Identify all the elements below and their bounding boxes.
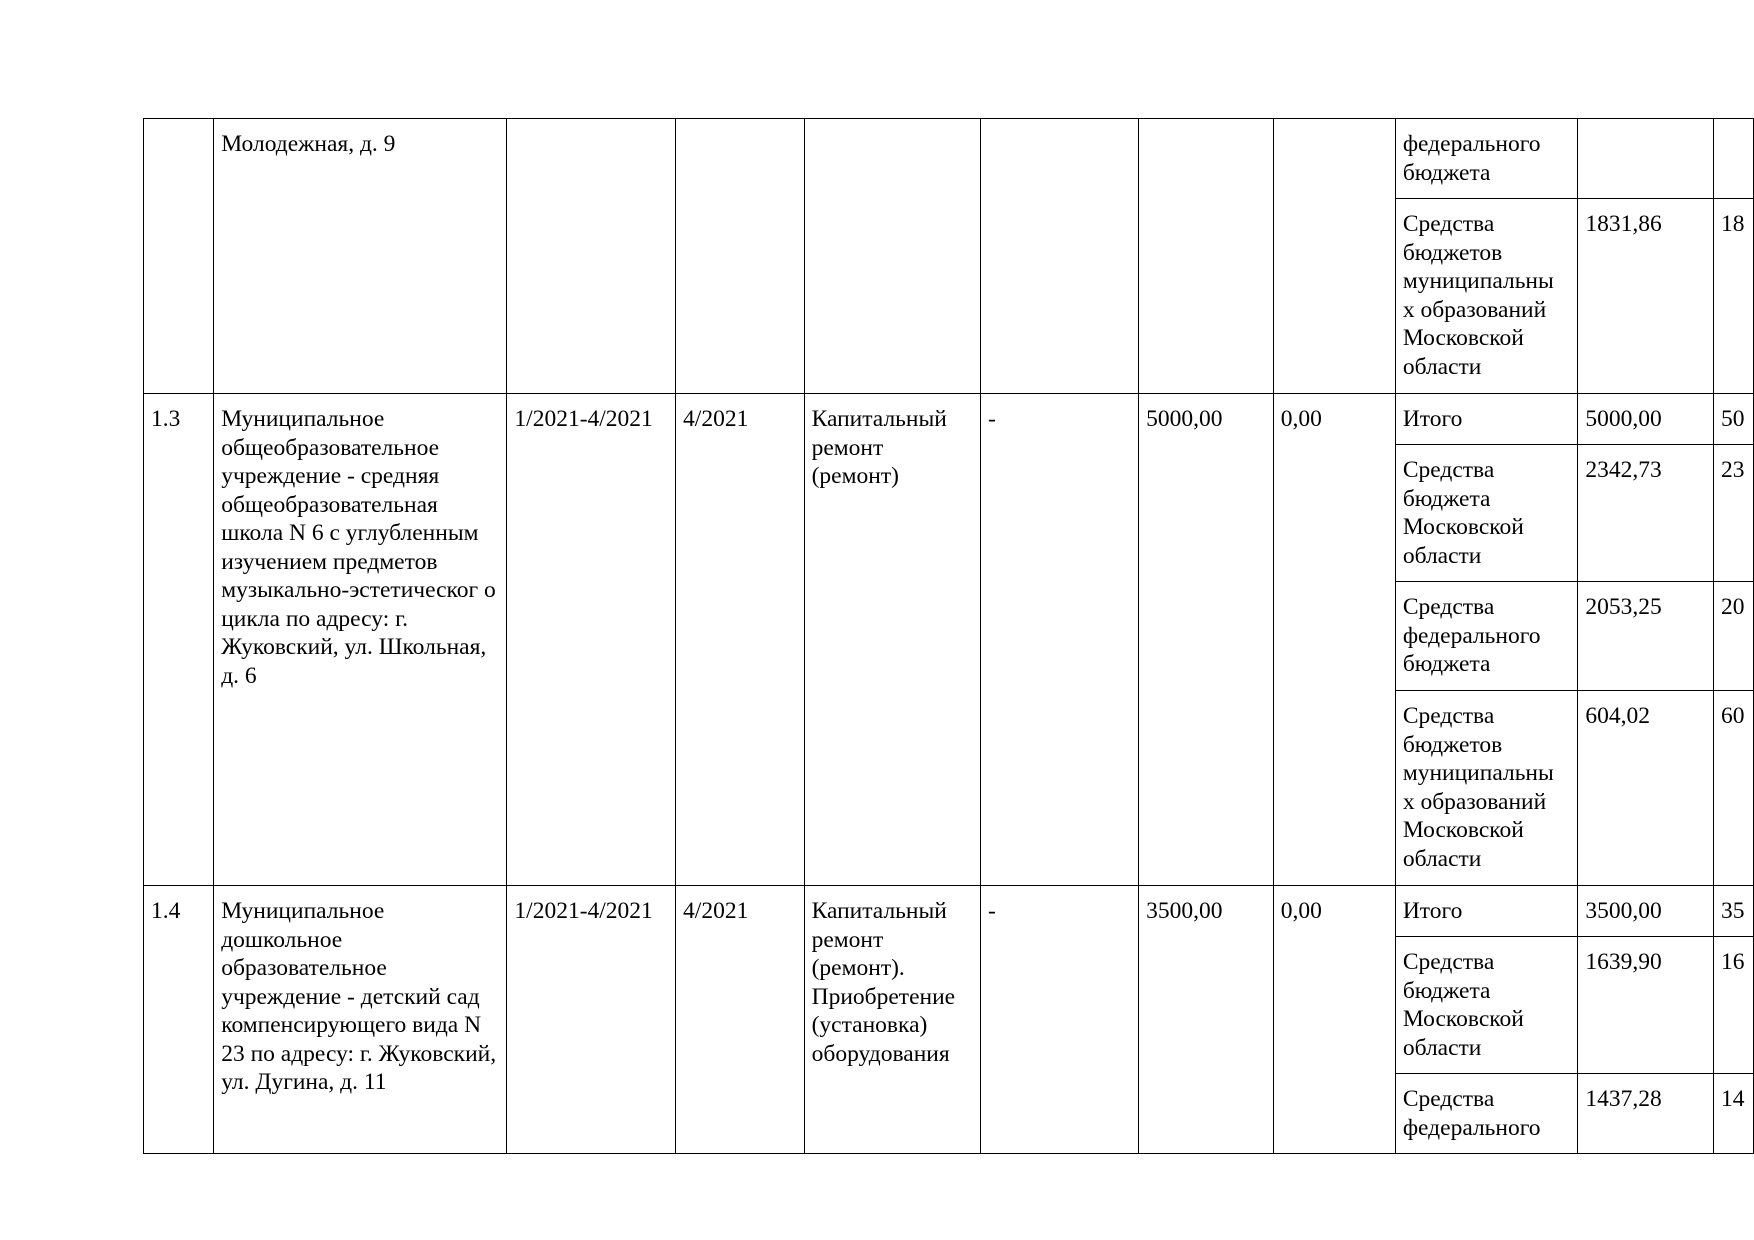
amount-cell: 1831,86	[1578, 199, 1714, 394]
period-cell: 1/2021-4/2021	[507, 886, 676, 1154]
period-cell	[507, 119, 676, 394]
object-name-cell: Молодежная, д. 9	[214, 119, 507, 394]
object-name-cell: Муниципальное дошкольное образовательное учреждение - детский сад компенсирующего вида N 23 по адресу: г. Жуковский, ул. Дугина, д. 11	[214, 886, 507, 1154]
amount-next-cell: 35	[1713, 886, 1753, 937]
work-type-cell: Капитальный ремонт (ремонт). Приобретение (установка) оборудования	[804, 886, 980, 1154]
amount-next-cell: 50	[1713, 394, 1753, 445]
amount-cell: 1639,90	[1578, 937, 1714, 1074]
completion-cell: 4/2021	[676, 886, 805, 1154]
completion-cell	[676, 119, 805, 394]
amount-next-cell: 14	[1713, 1074, 1753, 1154]
funding-source-cell: Итого	[1395, 394, 1577, 445]
table-row	[144, 886, 1754, 937]
table-row	[144, 394, 1754, 445]
amount-next-cell: 16	[1713, 937, 1753, 1074]
number-cell: 1.4	[144, 886, 214, 1154]
amount-cell	[1578, 119, 1714, 199]
spent-cell	[1273, 119, 1395, 394]
work-type-cell	[804, 119, 980, 394]
amount-cell: 5000,00	[1578, 394, 1714, 445]
spent-cell: 0,00	[1273, 886, 1395, 1154]
object-name-cell: Муниципальное общеобразовательное учреждение - средняя общеобразовательная школа N 6 с углубленным изучением предметов музыкально-эстетическог о цикла по адресу: г. Жуковский, ул. Школьная, д. 6	[214, 394, 507, 886]
amount-next-cell: 23	[1713, 445, 1753, 582]
amount-cell: 2053,25	[1578, 582, 1714, 691]
table-row	[144, 119, 1754, 199]
number-cell	[144, 119, 214, 394]
funding-source-cell: Средства бюджета Московской области	[1395, 445, 1577, 582]
cost-cell: 3500,00	[1139, 886, 1274, 1154]
work-type-cell: Капитальный ремонт (ремонт)	[804, 394, 980, 886]
cost-cell: 5000,00	[1139, 394, 1274, 886]
objects-table	[143, 118, 1754, 1154]
cost-cell	[1139, 119, 1274, 394]
dash-cell: -	[981, 886, 1139, 1154]
funding-source-cell: Средства бюджетов муниципальны х образований Московской области	[1395, 199, 1577, 394]
amount-next-cell: 60	[1713, 691, 1753, 886]
amount-next-cell: 20	[1713, 582, 1753, 691]
funding-source-cell: Средства бюджетов муниципальны х образований Московской области	[1395, 691, 1577, 886]
funding-source-cell: Средства федерального бюджета	[1395, 582, 1577, 691]
amount-next-cell	[1713, 119, 1753, 199]
period-cell: 1/2021-4/2021	[507, 394, 676, 886]
amount-cell: 604,02	[1578, 691, 1714, 886]
funding-source-cell: федерального бюджета	[1395, 119, 1577, 199]
amount-cell: 1437,28	[1578, 1074, 1714, 1154]
completion-cell: 4/2021	[676, 394, 805, 886]
spent-cell: 0,00	[1273, 394, 1395, 886]
amount-next-cell: 18	[1713, 199, 1753, 394]
funding-source-cell: Средства федерального	[1395, 1074, 1577, 1154]
dash-cell: -	[981, 394, 1139, 886]
funding-source-cell: Средства бюджета Московской области	[1395, 937, 1577, 1074]
funding-source-cell: Итого	[1395, 886, 1577, 937]
dash-cell	[981, 119, 1139, 394]
amount-cell: 2342,73	[1578, 445, 1714, 582]
amount-cell: 3500,00	[1578, 886, 1714, 937]
number-cell: 1.3	[144, 394, 214, 886]
